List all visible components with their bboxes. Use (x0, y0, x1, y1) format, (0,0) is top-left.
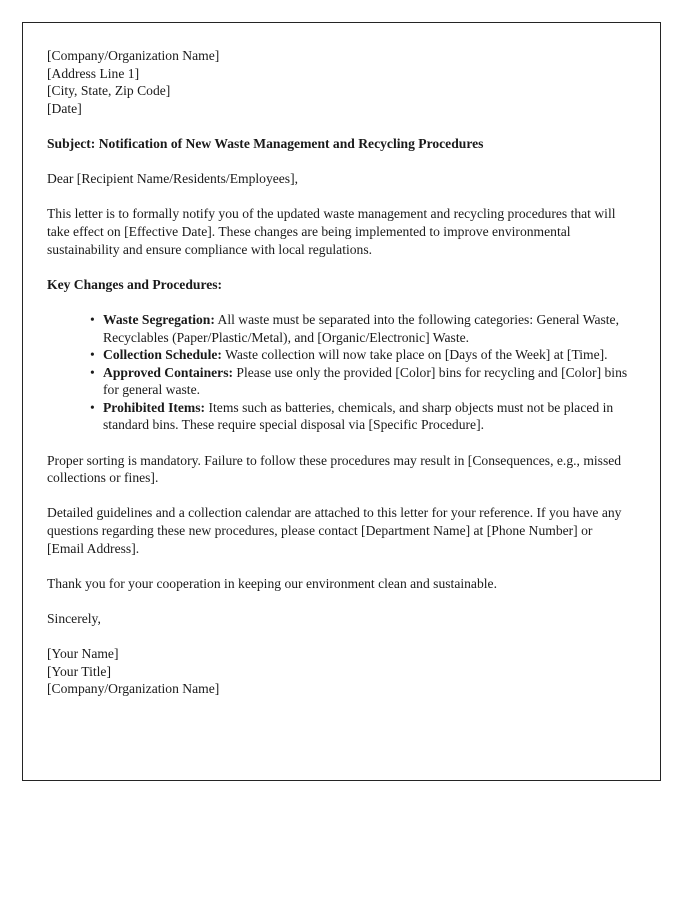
list-item (90, 346, 629, 364)
spacer (47, 153, 629, 171)
sender-address-block (47, 47, 629, 117)
bullet-label: Prohibited Items: (103, 399, 206, 415)
bullet-text: Please use only the provided [Color] bins for recycling and [Color] bins for general waste. (103, 364, 628, 398)
section-heading-key-changes: Key Changes and Procedures: (47, 276, 223, 292)
sender-street-line: [Address Line 1] (47, 65, 140, 81)
list-item (90, 399, 629, 434)
signer-title-line: [Your Title] (47, 663, 111, 679)
sender-city-state-zip-line: [City, State, Zip Code] (47, 83, 171, 99)
bullet-text: All waste must be separated into the following categories: General Waste, Recyclables (Paper/Plastic/Metal), and [Organic/Electronic] Waste. (103, 311, 619, 345)
intro-paragraph: This letter is to formally notify you of the updated waste management and recycling procedures that will take effect on [Effective Date]. These changes are being implemented to improve environmental sustainability and ensure compliance with local regulations. (47, 206, 616, 257)
sender-date-line: [Date] (47, 100, 82, 116)
signer-organization-line: [Company/Organization Name] (47, 681, 220, 697)
spacer (47, 592, 629, 610)
list-item (90, 364, 629, 399)
list-item (90, 311, 629, 346)
spacer (47, 628, 629, 646)
spacer (47, 434, 629, 452)
signature-block (47, 645, 629, 698)
salutation: Dear [Recipient Name/Residents/Employees], (47, 171, 299, 187)
bullet-text: Items such as batteries, chemicals, and sharp objects must not be placed in standard bins. These require special disposal via [Specific Procedure]. (103, 399, 614, 433)
bullet-text: Waste collection will now take place on [Days of the Week] at [Time]. (221, 347, 608, 363)
spacer (47, 557, 629, 575)
compliance-paragraph: Proper sorting is mandatory. Failure to follow these procedures may result in [Consequences, e.g., missed collections or fines]. (47, 452, 622, 486)
sender-organization-line: [Company/Organization Name] (47, 48, 220, 63)
bullet-label: Approved Containers: (103, 364, 234, 380)
bullet-label: Collection Schedule: (103, 347, 222, 363)
document-page (22, 22, 661, 781)
spacer (47, 258, 629, 276)
spacer (47, 117, 629, 135)
spacer (47, 293, 629, 311)
key-changes-list (47, 311, 629, 434)
subject-line: Subject: Notification of New Waste Management and Recycling Procedures (47, 135, 484, 151)
spacer (47, 188, 629, 206)
spacer (47, 487, 629, 505)
signer-name-line: [Your Name] (47, 646, 119, 662)
closing-salutation: Sincerely, (47, 611, 101, 626)
attachments-paragraph: Detailed guidelines and a collection calendar are attached to this letter for your reference. If you have any questions regarding these new procedures, please contact [Department Name] at [Phone Number] or [Email Address]. (47, 505, 622, 556)
letter-body (47, 47, 629, 698)
thanks-paragraph: Thank you for your cooperation in keeping our environment clean and sustainable. (47, 575, 497, 591)
bullet-label: Waste Segregation: (103, 311, 215, 327)
